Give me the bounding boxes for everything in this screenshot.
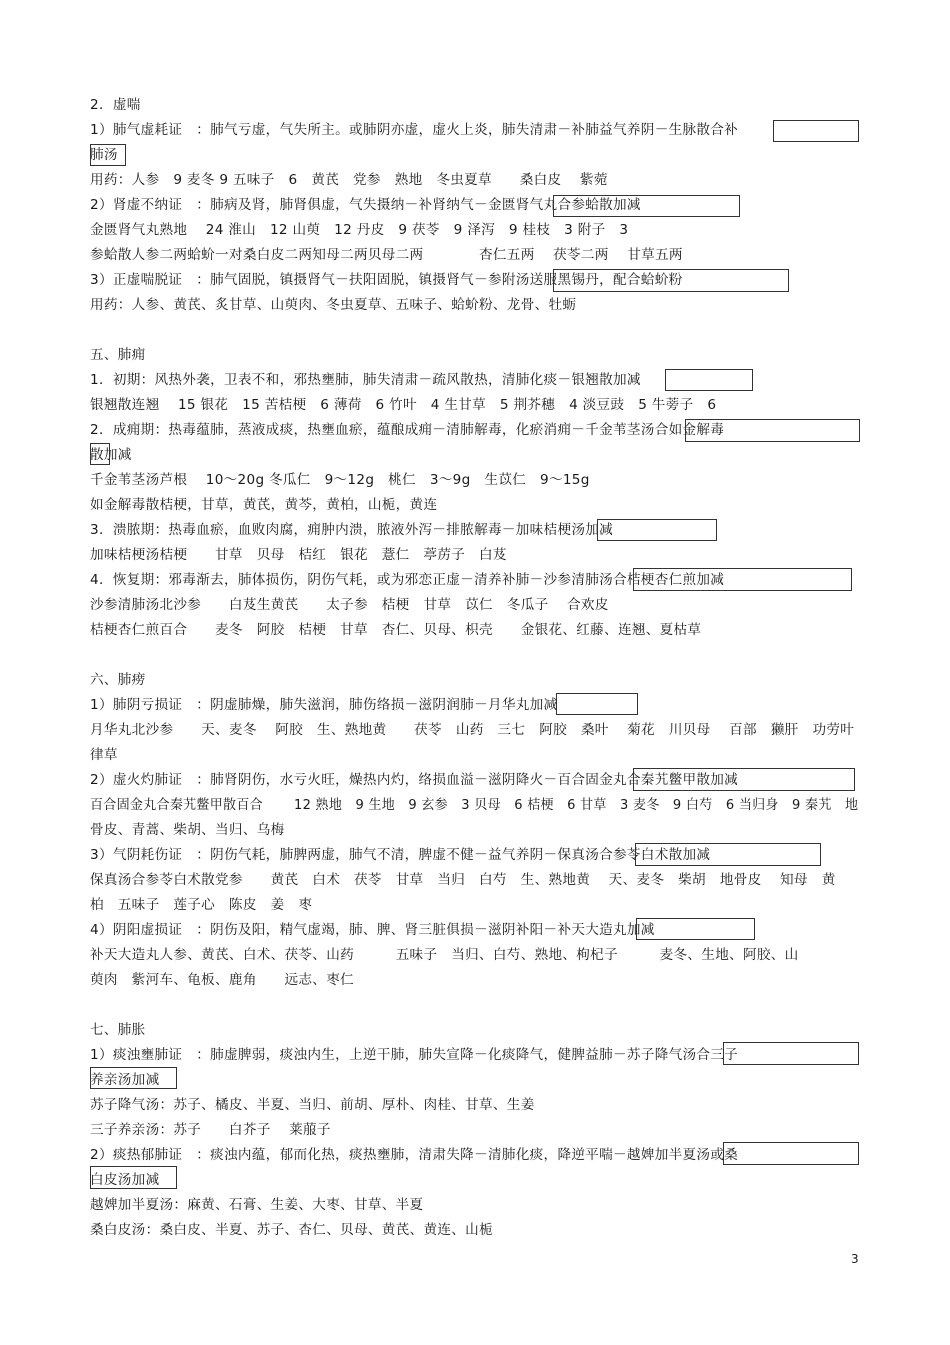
formula-continuation: 养亲汤加减 (90, 1072, 160, 1088)
syndrome-line: 1）痰浊壅肺证 ：肺虚脾弱，痰浊内生，上逆干肺，肺失宣降－化痰降气，健脾益肺－苏子降气汤合三子 (90, 1047, 739, 1063)
formula-line: 桑白皮汤：桑白皮、半夏、苏子、杏仁、贝母、黄芪、黄连、山栀 (90, 1222, 493, 1238)
formula-line: 如金解毒散桔梗，甘草，黄芪，黄芩，黄柏，山栀，黄连 (90, 497, 438, 513)
syndrome-line: 2）肾虚不纳证 ：肺病及肾，肺肾俱虚，气失摄纳－补肾纳气－金匮肾气丸合参蛤散加减 (90, 197, 641, 213)
stage-line: 2．成痈期：热毒蕴肺，蒸液成痰，热壅血瘀，蕴酿成痈－清肺解毒，化瘀消痈－千金苇茎汤合如金解毒 (90, 422, 725, 438)
formula-highlight-box (723, 1042, 859, 1065)
formula-line: 桔梗杏仁煎百合 麦冬 阿胶 桔梗 甘草 杏仁、贝母、枳壳 金银花、红藤、连翘、夏枯草 (90, 622, 702, 638)
section-heading-fei-lao: 六、肺痨 (90, 672, 146, 688)
medication-line: 用药：人参 9 麦冬 9 五味子 6 黄芪 党参 熟地 冬虫夏草 桑白皮 紫菀 (90, 172, 608, 188)
formula-continuation: 散加减 (90, 447, 132, 463)
formula-continuation: 骨皮、青蒿、柴胡、当归、乌梅 (90, 822, 285, 838)
syndrome-line: 3）气阴耗伤证 ：阴伤气耗，肺脾两虚，肺气不清，脾虚不健－益气养阴－保真汤合参苓白术散加减 (90, 847, 711, 863)
syndrome-line: 1）肺阴亏损证 ：阴虚肺燥，肺失滋润，肺伤络损－滋阴润肺－月华丸加减 (90, 697, 558, 713)
syndrome-line: 3）正虚喘脱证 ：肺气固脱，镇摄肾气－扶阳固脱，镇摄肾气－参附汤送服黑锡丹，配合蛤蚧粉 (90, 272, 683, 288)
formula-line: 月华丸北沙参 天、麦冬 阿胶 生、熟地黄 茯苓 山药 三七 阿胶 桑叶 菊花 川贝母 百部 獭肝 功劳叶 (90, 722, 855, 738)
formula-line: 千金苇茎汤芦根 10～20g 冬瓜仁 9～12g 桃仁 3～9g 生苡仁 9～15g (90, 472, 590, 488)
formula-continuation: 白皮汤加减 (90, 1172, 160, 1188)
formula-highlight-box (723, 1142, 859, 1165)
page-number: 3 (851, 1252, 859, 1266)
formula-line: 三子养亲汤：苏子 白芥子 莱菔子 (90, 1122, 331, 1138)
formula-continuation: 萸肉 紫河车、龟板、鹿角 远志、枣仁 (90, 972, 354, 988)
stage-line: 3．溃脓期：热毒血瘀，血败肉腐，痈肿内溃，脓液外泻－排脓解毒－加味桔梗汤加减 (90, 522, 614, 538)
section-heading-fei-yong: 五、肺痈 (90, 347, 146, 363)
formula-line: 参蛤散人参二两蛤蚧一对桑白皮二两知母二两贝母二两 杏仁五两 茯苓二两 甘草五两 (90, 247, 683, 263)
formula-highlight-box (773, 120, 859, 142)
section-heading-fei-zhang: 七、肺胀 (90, 1022, 146, 1038)
formula-line: 苏子降气汤：苏子、橘皮、半夏、当归、前胡、厚朴、肉桂、甘草、生姜 (90, 1097, 535, 1113)
stage-line: 1．初期：风热外袭，卫表不和，邪热壅肺，肺失清肃－疏风散热，清肺化痰－银翘散加减 (90, 372, 641, 388)
formula-line: 银翘散连翘 15 银花 15 苦桔梗 6 薄荷 6 竹叶 4 生甘草 5 荆芥穗 4 淡豆豉 5 牛蒡子 6 (90, 397, 717, 413)
formula-continuation: 柏 五味子 莲子心 陈皮 姜 枣 (90, 897, 313, 913)
syndrome-line: 1）肺气虚耗证 ：肺气亏虚，气失所主。或肺阴亦虚，虚火上炎，肺失清肃－补肺益气养阴－生脉散合补 (90, 122, 739, 138)
section-heading-xu-chuan: 2．虚喘 (90, 97, 141, 113)
syndrome-line: 2）虚火灼肺证 ：肺肾阴伤，水亏火旺，燥热内灼，络损血溢－滋阴降火－百合固金丸合秦艽鳖甲散加减 (90, 772, 739, 788)
medication-line: 用药：人参、黄芪、炙甘草、山萸肉、冬虫夏草、五味子、蛤蚧粉、龙骨、牡蛎 (90, 297, 577, 313)
formula-highlight-box (665, 369, 753, 391)
formula-highlight-box (556, 693, 638, 715)
formula-line: 金匮肾气丸熟地 24 淮山 12 山萸 12 丹皮 9 茯苓 9 泽泻 9 桂枝 3 附子 3 (90, 222, 629, 238)
syndrome-line: 2）痰热郁肺证 ：痰浊内蕴，郁而化热，痰热壅肺，清肃失降－清肺化痰，降逆平喘－越婢加半夏汤或桑 (90, 1147, 739, 1163)
formula-line: 保真汤合参苓白术散党参 黄芪 白术 茯苓 甘草 当归 白芍 生、熟地黄 天、麦冬 柴胡 地骨皮 知母 黄 (90, 872, 836, 888)
formula-continuation: 肺汤 (90, 147, 118, 163)
formula-line: 沙参清肺汤北沙参 白芨生黄芪 太子参 桔梗 甘草 苡仁 冬瓜子 合欢皮 (90, 597, 609, 613)
syndrome-line: 4）阴阳虚损证 ：阴伤及阳，精气虚竭，肺、脾、肾三脏俱损－滋阴补阳－补天大造丸加减 (90, 922, 655, 938)
formula-line: 加味桔梗汤桔梗 甘草 贝母 桔红 银花 薏仁 葶苈子 白芨 (90, 547, 507, 563)
formula-line: 补天大造丸人参、黄芪、白术、茯苓、山药 五味子 当归、白芍、熟地、枸杞子 麦冬、生地、阿胶、山 (90, 947, 799, 963)
stage-line: 4．恢复期：邪毒渐去，肺体损伤，阴伤气耗，或为邪恋正虚－清养补肺－沙参清肺汤合桔梗杏仁煎加减 (90, 572, 725, 588)
formula-line: 越婢加半夏汤：麻黄、石膏、生姜、大枣、甘草、半夏 (90, 1197, 424, 1213)
formula-line: 百合固金丸合秦艽鳖甲散百合 12 熟地 9 生地 9 玄参 3 贝母 6 桔梗 6 甘草 3 麦冬 9 白芍 6 当归身 9 秦艽 地 (90, 797, 859, 813)
formula-highlight-box (597, 519, 717, 541)
formula-continuation: 律草 (90, 747, 118, 763)
